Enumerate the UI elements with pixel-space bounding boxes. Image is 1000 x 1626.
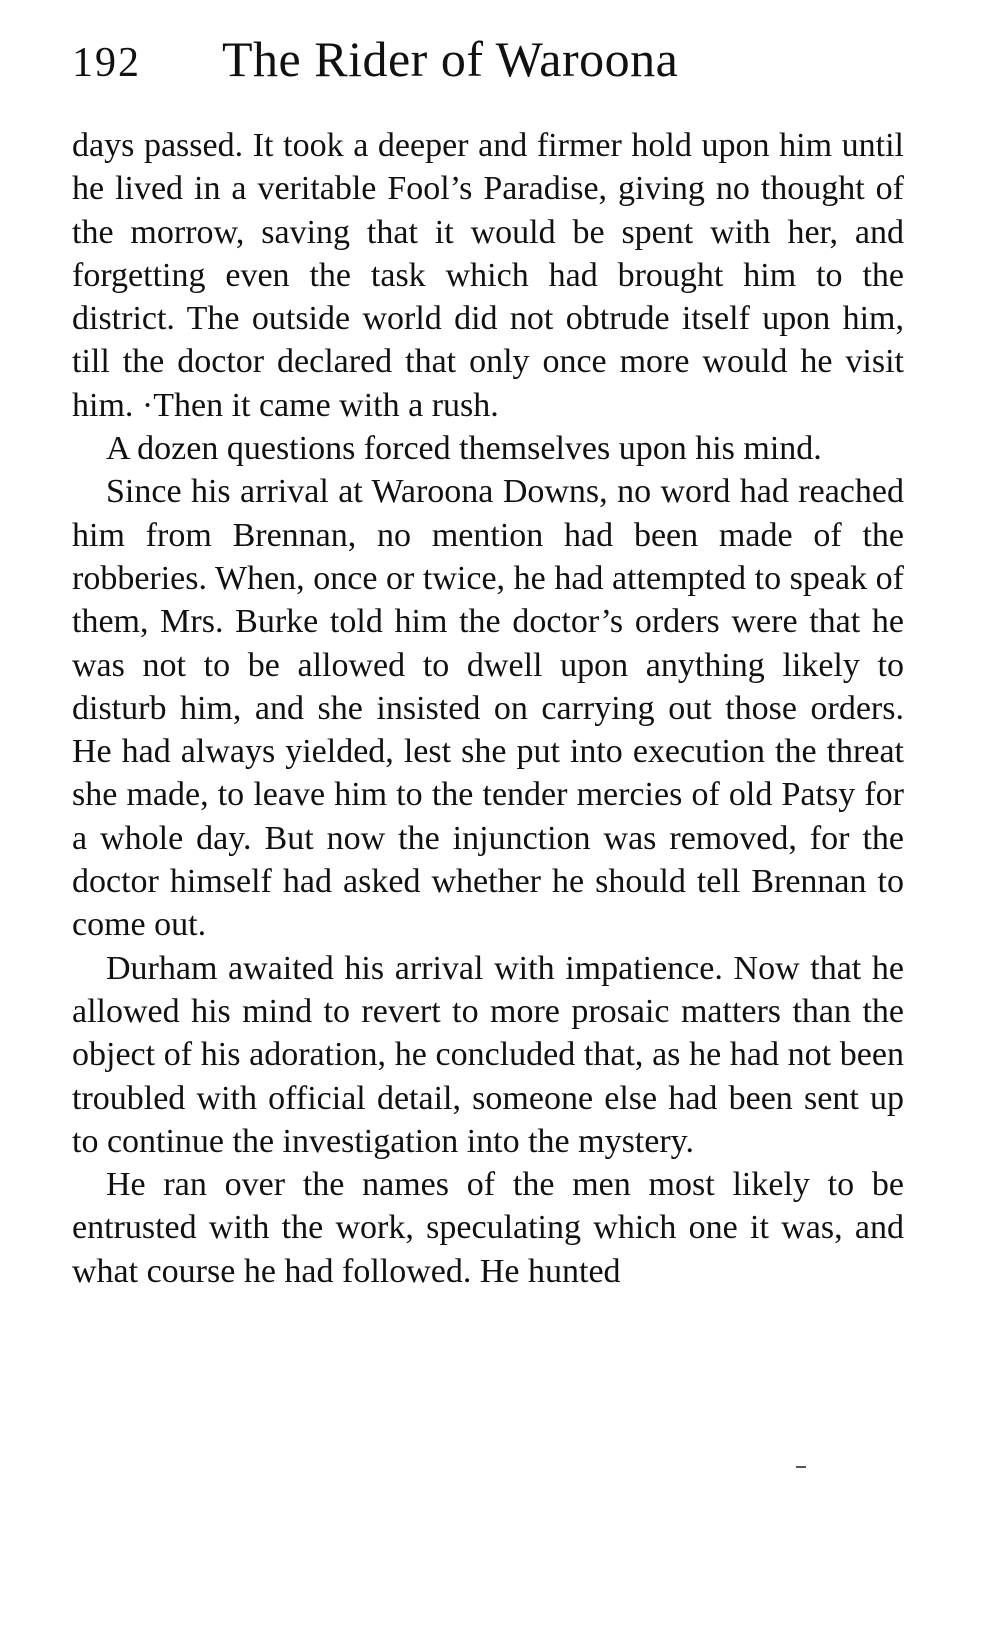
book-page bbox=[72, 30, 904, 1293]
paragraph-continued: days passed. It took a deeper and firmer hold upon him until he lived in a veritable Fool’s Paradise, giving no thought of the morrow, saving that it would be spent with her, and forgetting even the task which had brought him to the district. The outside world did not obtrude itself upon him, till the doctor declared that only once more would he visit him. ·Then it came with a rush. bbox=[72, 127, 904, 424]
print-mark bbox=[796, 1466, 806, 1468]
paragraph: A dozen questions forced themselves upon his mind. bbox=[106, 430, 822, 468]
page-number: 192 bbox=[72, 40, 141, 86]
paragraph: Durham awaited his arrival with impatience. Now that he allowed his mind to revert to more prosaic matters than the object of his adoration, he concluded that, as he had not been troubled with official detail, someone else had been sent up to continue the investigation into the mystery. bbox=[72, 949, 904, 1160]
body-text bbox=[72, 124, 904, 1293]
book-title: The Rider of Waroona bbox=[222, 31, 679, 87]
paragraph: He ran over the names of the men most likely to be entrusted with the work, speculating which one it was, and what course he had followed. He hunted bbox=[72, 1166, 904, 1290]
running-head bbox=[72, 30, 904, 122]
paragraph: Since his arrival at Waroona Downs, no word had reached him from Brennan, no mention had been made of the robberies. When, once or twice, he had attempted to speak of them, Mrs. Burke told him the doctor’s orders were that he was not to be allowed to dwell upon anything likely to disturb him, and she insisted on carrying out those orders. He had always yielded, lest she put into execution the threat she made, to leave him to the tender mercies of old Patsy for a whole day. But now the injunction was removed, for the doctor himself had asked whether he should tell Brennan to come out. bbox=[72, 473, 904, 944]
